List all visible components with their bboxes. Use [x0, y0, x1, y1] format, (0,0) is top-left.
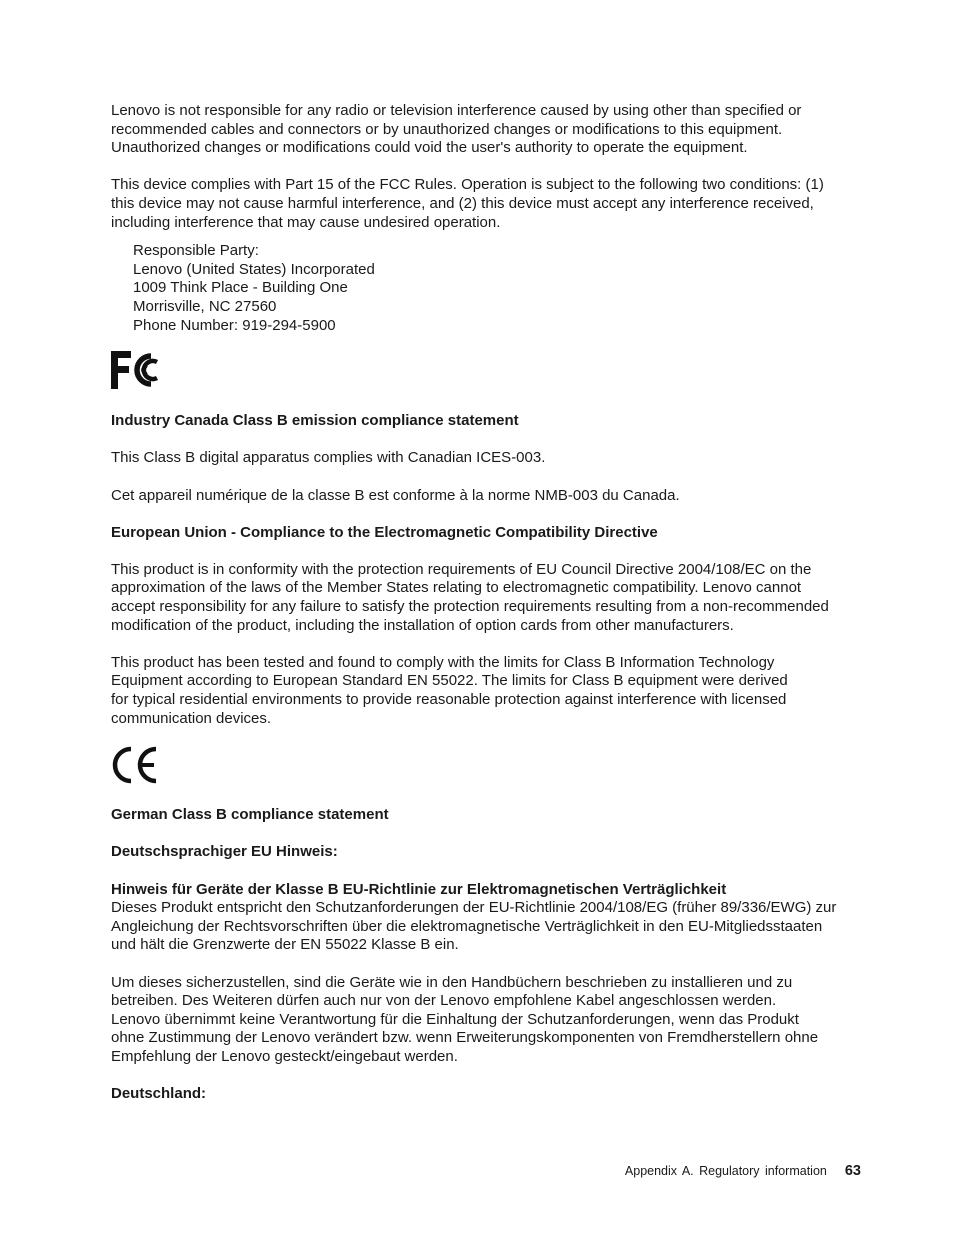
text-line: Lenovo is not responsible for any radio or television interference caused by using other than specified or — [111, 102, 802, 119]
eu-paragraph-2 — [111, 654, 866, 728]
text-line: Um dieses sicherzustellen, sind die Geräte wie in den Handbüchern beschrieben zu installieren und zu — [111, 973, 793, 991]
text-line: Angleichung der Rechtsvorschriften über die elektromagnetische Verträglichkeit in den EU-Mitgliedsstaaten — [111, 917, 823, 935]
text-line: communication devices. — [111, 709, 272, 727]
industry-canada-french: Cet appareil numérique de la classe B est conforme à la norme NMB-003 du Canada. — [111, 486, 680, 504]
footer-label: Appendix A. Regulatory information — [624, 1164, 827, 1178]
text-line: This device complies with Part 15 of the FCC Rules. Operation is subject to the following two conditions: (1) — [111, 176, 824, 194]
text-line: Equipment according to European Standard EN 55022. The limits for Class B equipment were derived — [111, 672, 788, 690]
text-line: approximation of the laws of the Member States relating to electromagnetic compatibility. Lenovo cannot — [111, 579, 802, 597]
industry-canada-english: This Class B digital apparatus complies with Canadian ICES-003. — [111, 449, 546, 467]
page-body — [111, 102, 866, 1104]
fcc-paragraph-1 — [111, 102, 866, 158]
text-line: und hält die Grenzwerte der EN 55022 Klasse B ein. — [111, 936, 459, 954]
city-state-zip: Morrisville, NC 27560 — [133, 297, 277, 315]
text-line: This product has been tested and found to comply with the limits for Class B Information Technology — [111, 653, 775, 671]
page-footer — [625, 1163, 861, 1179]
text-line: this device may not cause harmful interference, and (2) this device must accept any interference received, — [111, 194, 814, 212]
street-address: 1009 Think Place - Building One — [133, 279, 348, 297]
eu-heading: European Union - Compliance to the Electromagnetic Compatibility Directive — [111, 523, 658, 541]
text-line: ohne Zustimmung der Lenovo verändert bzw. wenn Erweiterungskomponenten von Fremdherstellern ohne — [111, 1029, 819, 1047]
german-heading: German Class B compliance statement — [111, 806, 389, 824]
text-line: Dieses Produkt entspricht den Schutzanforderungen der EU-Richtlinie 2004/108/EG (früher 89/336/EWG) zur — [111, 899, 837, 917]
text-line: This product is in conformity with the protection requirements of EU Council Directive 2004/108/EC on the — [111, 560, 812, 578]
industry-canada-heading: Industry Canada Class B emission compliance statement — [111, 412, 519, 430]
german-paragraph-1 — [111, 899, 866, 955]
german-paragraph-2 — [111, 974, 866, 1067]
phone-number: Phone Number: 919-294-5900 — [133, 316, 336, 334]
text-line: recommended cables and connectors or by unauthorized changes or modifications to this equipment. — [111, 120, 783, 138]
german-subheading: Deutschsprachiger EU Hinweis: — [111, 843, 338, 861]
page-number: 63 — [844, 1163, 861, 1179]
company-name: Lenovo (United States) Incorporated — [133, 260, 375, 278]
text-line: betreiben. Des Weiteren dürfen auch nur von der Lenovo empfohlene Kabel angeschlossen werden. — [111, 992, 777, 1010]
text-line: modification of the product, including the installation of option cards from other manufacturers. — [111, 616, 734, 634]
text-line: Lenovo übernimmt keine Verantwortung für die Einhaltung der Schutzanforderungen, wenn das Produkt — [111, 1010, 799, 1028]
german-notice-heading: Hinweis für Geräte der Klasse B EU-Richtlinie zur Elektromagnetischen Verträglichkeit — [111, 880, 727, 898]
deutschland-heading: Deutschland: — [111, 1085, 207, 1103]
eu-paragraph-1 — [111, 561, 866, 635]
responsible-party-block — [111, 242, 866, 335]
text-line: Unauthorized changes or modifications could void the user's authority to operate the equipment. — [111, 139, 748, 157]
responsible-party-label: Responsible Party: — [133, 242, 259, 260]
text-line: Empfehlung der Lenovo gesteckt/eingebaut werden. — [111, 1047, 458, 1065]
fcc-paragraph-2 — [111, 176, 866, 232]
ce-mark-icon — [111, 745, 161, 785]
text-line: including interference that may cause undesired operation. — [111, 213, 501, 231]
text-line: for typical residential environments to provide reasonable protection against interference with licensed — [111, 691, 787, 709]
text-line: accept responsibility for any failure to satisfy the protection requirements resulting from a non-recommended — [111, 598, 829, 616]
fcc-logo-icon — [111, 350, 165, 390]
